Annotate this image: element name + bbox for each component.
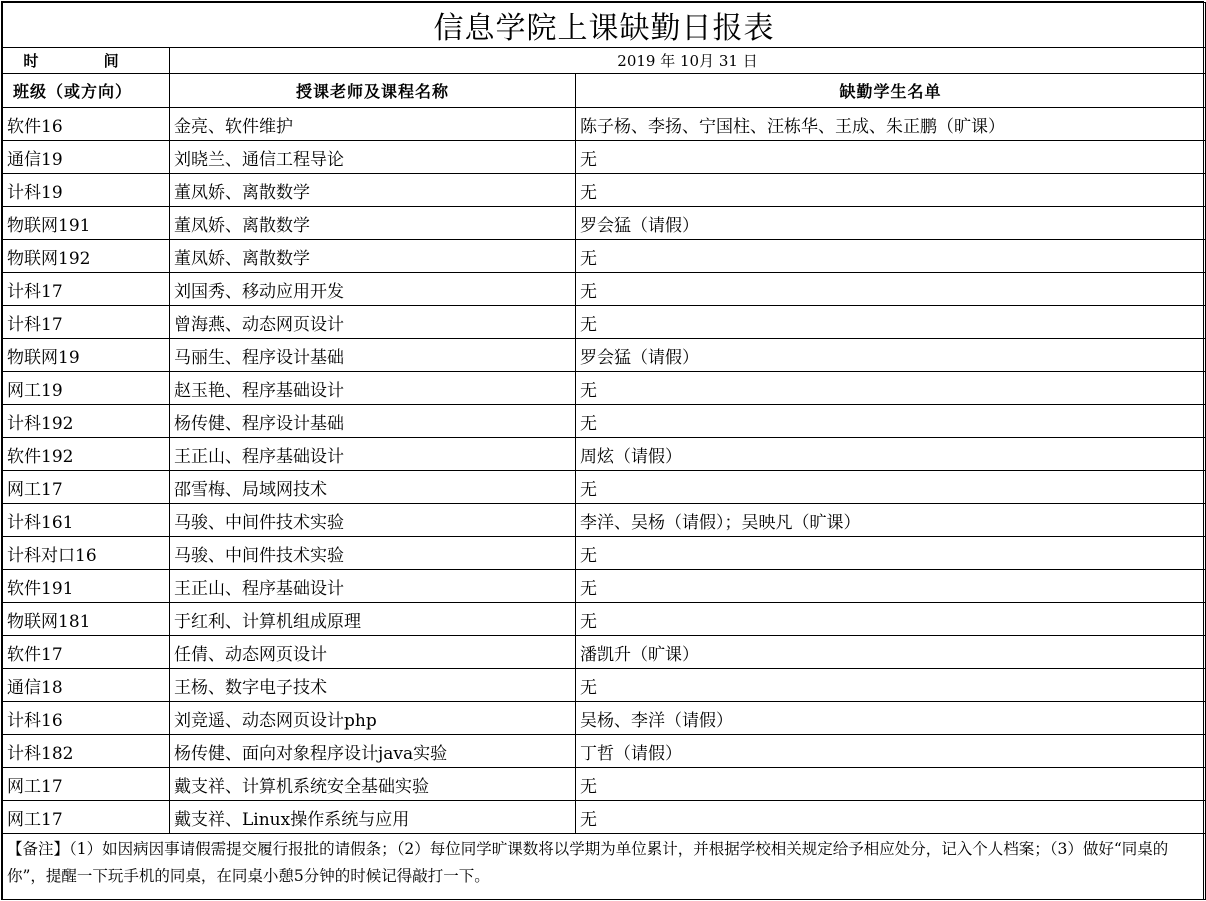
table-row: [3, 603, 1206, 636]
cell-absent: 吴杨、李洋（请假）: [576, 702, 1206, 735]
cell-absent: 无: [576, 603, 1206, 636]
table-row: [3, 141, 1206, 174]
report-date: 2019 年 10月 31 日: [170, 48, 1206, 74]
attendance-report-sheet: [1, 1, 1204, 900]
cell-class: 软件191: [3, 570, 170, 603]
cell-class: 计科对口16: [3, 537, 170, 570]
cell-course: 任倩、动态网页设计: [170, 636, 576, 669]
note-row: [3, 834, 1206, 900]
cell-class: 软件192: [3, 438, 170, 471]
cell-class: 计科19: [3, 174, 170, 207]
title-row: [3, 3, 1206, 48]
report-title: 信息学院上课缺勤日报表: [3, 3, 1206, 48]
table-row: [3, 207, 1206, 240]
table-row: [3, 372, 1206, 405]
cell-absent: 丁哲（请假）: [576, 735, 1206, 768]
cell-absent: 无: [576, 471, 1206, 504]
cell-absent: 陈子杨、李扬、宁国柱、汪栋华、王成、朱正鹏（旷课）: [576, 108, 1206, 141]
cell-class: 软件16: [3, 108, 170, 141]
table-row: [3, 438, 1206, 471]
cell-course: 董凤娇、离散数学: [170, 174, 576, 207]
cell-course: 戴支祥、计算机系统安全基础实验: [170, 768, 576, 801]
table-row: [3, 273, 1206, 306]
table-row: [3, 339, 1206, 372]
table-row: [3, 471, 1206, 504]
cell-class: 计科16: [3, 702, 170, 735]
cell-absent: 无: [576, 405, 1206, 438]
table-row: [3, 537, 1206, 570]
cell-class: 物联网191: [3, 207, 170, 240]
table-row: [3, 570, 1206, 603]
cell-absent: 周炫（请假）: [576, 438, 1206, 471]
table-row: [3, 735, 1206, 768]
cell-absent: 无: [576, 669, 1206, 702]
header-absent-students: 缺勤学生名单: [576, 74, 1206, 108]
table-row: [3, 240, 1206, 273]
cell-absent: 无: [576, 768, 1206, 801]
cell-class: 计科17: [3, 273, 170, 306]
cell-course: 刘国秀、移动应用开发: [170, 273, 576, 306]
cell-class: 物联网19: [3, 339, 170, 372]
table-row: [3, 768, 1206, 801]
cell-absent: 潘凯升（旷课）: [576, 636, 1206, 669]
table-row: [3, 405, 1206, 438]
cell-absent: 无: [576, 240, 1206, 273]
cell-class: 物联网192: [3, 240, 170, 273]
cell-course: 赵玉艳、程序基础设计: [170, 372, 576, 405]
cell-absent: 无: [576, 372, 1206, 405]
cell-absent: 无: [576, 174, 1206, 207]
cell-course: 刘竞遥、动态网页设计php: [170, 702, 576, 735]
cell-class: 网工17: [3, 471, 170, 504]
cell-class: 计科182: [3, 735, 170, 768]
cell-absent: 罗会猛（请假）: [576, 339, 1206, 372]
header-class: 班级（或方向）: [3, 74, 170, 108]
cell-class: 网工17: [3, 801, 170, 834]
cell-class: 通信18: [3, 669, 170, 702]
cell-course: 董凤娇、离散数学: [170, 207, 576, 240]
cell-absent: 无: [576, 801, 1206, 834]
note-text: 【备注】（1）如因病因事请假需提交履行报批的请假条；（2）每位同学旷课数将以学期为单位累计，并根据学校相关规定给予相应处分，记入个人档案；（3）做好“同桌的你”，提醒一下玩手机的同桌，在同桌小憩5分钟的时候记得敲打一下。: [3, 834, 1206, 900]
header-row: [3, 74, 1206, 108]
cell-absent: 无: [576, 537, 1206, 570]
cell-class: 计科17: [3, 306, 170, 339]
cell-course: 杨传健、程序设计基础: [170, 405, 576, 438]
cell-absent: 无: [576, 273, 1206, 306]
cell-class: 网工17: [3, 768, 170, 801]
table-row: [3, 108, 1206, 141]
cell-class: 计科192: [3, 405, 170, 438]
table-row: [3, 669, 1206, 702]
cell-course: 马骏、中间件技术实验: [170, 504, 576, 537]
cell-class: 软件17: [3, 636, 170, 669]
time-label: 时 间: [3, 48, 170, 74]
cell-course: 于红利、计算机组成原理: [170, 603, 576, 636]
attendance-table: [2, 2, 1206, 900]
table-row: [3, 636, 1206, 669]
cell-absent: 无: [576, 141, 1206, 174]
table-row: [3, 504, 1206, 537]
header-teacher-course: 授课老师及课程名称: [170, 74, 576, 108]
cell-course: 马骏、中间件技术实验: [170, 537, 576, 570]
cell-course: 马丽生、程序设计基础: [170, 339, 576, 372]
time-row: [3, 48, 1206, 74]
cell-class: 网工19: [3, 372, 170, 405]
cell-course: 王杨、数字电子技术: [170, 669, 576, 702]
cell-course: 戴支祥、Linux操作系统与应用: [170, 801, 576, 834]
cell-class: 通信19: [3, 141, 170, 174]
cell-course: 邵雪梅、局域网技术: [170, 471, 576, 504]
cell-absent: 无: [576, 570, 1206, 603]
table-row: [3, 174, 1206, 207]
cell-absent: 无: [576, 306, 1206, 339]
cell-absent: 罗会猛（请假）: [576, 207, 1206, 240]
table-row: [3, 306, 1206, 339]
cell-course: 王正山、程序基础设计: [170, 570, 576, 603]
cell-course: 杨传健、面向对象程序设计java实验: [170, 735, 576, 768]
cell-course: 曾海燕、动态网页设计: [170, 306, 576, 339]
cell-course: 金亮、软件维护: [170, 108, 576, 141]
cell-course: 董凤娇、离散数学: [170, 240, 576, 273]
table-row: [3, 801, 1206, 834]
cell-course: 王正山、程序基础设计: [170, 438, 576, 471]
cell-class: 计科161: [3, 504, 170, 537]
cell-absent: 李洋、吴杨（请假）；吴映凡（旷课）: [576, 504, 1206, 537]
cell-course: 刘晓兰、通信工程导论: [170, 141, 576, 174]
cell-class: 物联网181: [3, 603, 170, 636]
table-row: [3, 702, 1206, 735]
